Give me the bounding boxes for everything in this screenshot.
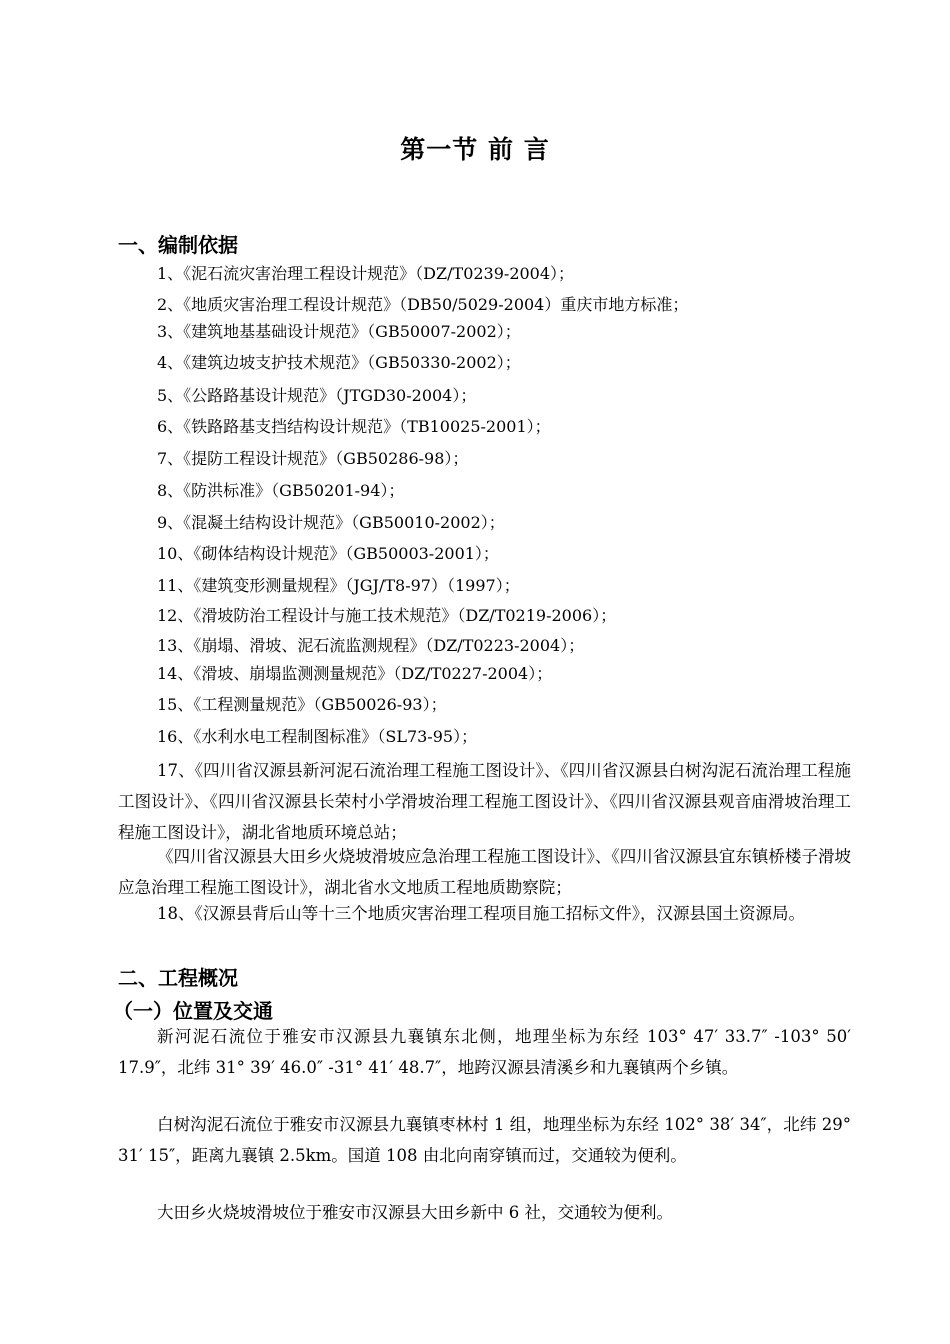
list-item: 4、《建筑边坡支护技术规范》（GB50330-2002）； bbox=[157, 353, 521, 372]
list-item: 5、《公路路基设计规范》（JTGD30-2004）； bbox=[157, 386, 477, 405]
paragraph-item-17b: 《四川省汉源县大田乡火烧坡滑坡应急治理工程施工图设计》、《四川省汉源县宜东镇桥楼子滑坡应急治理工程施工图设计》，湖北省水文地质工程地质勘察院； bbox=[118, 847, 851, 897]
paragraph-baishugou: 白树沟泥石流位于雅安市汉源县九襄镇枣林村 1 组，地理坐标为东经 102° 38′ 34″，北纬 29° 31′ 15″，距离九襄镇 2.5km。国道 108 由北向南穿镇而过，交通较为便利。 bbox=[118, 1115, 851, 1165]
list-item: 13、《崩塌、滑坡、泥石流监测规程》（DZ/T0223-2004）； bbox=[157, 636, 585, 655]
paragraph-item-18: 18、《汉源县背后山等十三个地质灾害治理工程项目施工招标文件》，汉源县国土资源局。 bbox=[157, 904, 805, 923]
paragraph-xinhe: 新河泥石流位于雅安市汉源县九襄镇东北侧，地理坐标为东经 103° 47′ 33.7″ -103° 50′ 17.9″，北纬 31° 39′ 46.0″ -31° 41′ 48.7″，地跨汉源县清溪乡和九襄镇两个乡镇。 bbox=[118, 1027, 851, 1077]
list-item: 9、《混凝土结构设计规范》（GB50010-2002）； bbox=[157, 513, 505, 532]
list-item: 7、《提防工程设计规范》（GB50286-98）； bbox=[157, 449, 469, 468]
section-heading-overview: 二、工程概况 bbox=[118, 966, 238, 990]
list-item: 15、《工程测量规范》（GB50026-93）； bbox=[157, 695, 447, 714]
list-item: 3、《建筑地基基础设计规范》（GB50007-2002）； bbox=[157, 322, 521, 341]
list-item: 16、《水利水电工程制图标准》（SL73-95）； bbox=[157, 727, 478, 746]
list-item: 8、《防洪标准》（GB50201-94）； bbox=[157, 481, 405, 500]
list-item: 2、《地质灾害治理工程设计规范》（DB50/5029-2004）重庆市地方标准； bbox=[157, 295, 689, 314]
list-item: 14、《滑坡、崩塌监测测量规范》（DZ/T0227-2004）； bbox=[157, 664, 553, 683]
paragraph-item-17: 17、《四川省汉源县新河泥石流治理工程施工图设计》、《四川省汉源县白树沟泥石流治理工程施工图设计》、《四川省汉源县长荣村小学滑坡治理工程施工图设计》、《四川省汉源县观音庙滑坡治理工程施工图设计》，湖北省地质环境总站； bbox=[118, 761, 851, 842]
subsection-heading-location: （一）位置及交通 bbox=[113, 999, 273, 1023]
section-heading-basis: 一、编制依据 bbox=[118, 233, 238, 257]
page-title: 第一节 前 言 bbox=[400, 135, 550, 164]
list-item: 11、《建筑变形测量规程》（JGJ/T8-97）（1997）； bbox=[157, 576, 520, 595]
list-item: 10、《砌体结构设计规范》（GB50003-2001）； bbox=[157, 544, 499, 563]
list-item: 1、《泥石流灾害治理工程设计规范》（DZ/T0239-2004）； bbox=[157, 264, 575, 283]
paragraph-huoshaopo: 大田乡火烧坡滑坡位于雅安市汉源县大田乡新中 6 社，交通较为便利。 bbox=[157, 1203, 673, 1222]
list-item: 12、《滑坡防治工程设计与施工技术规范》（DZ/T0219-2006）； bbox=[157, 606, 617, 625]
list-item: 6、《铁路路基支挡结构设计规范》（TB10025-2001）； bbox=[157, 417, 551, 436]
